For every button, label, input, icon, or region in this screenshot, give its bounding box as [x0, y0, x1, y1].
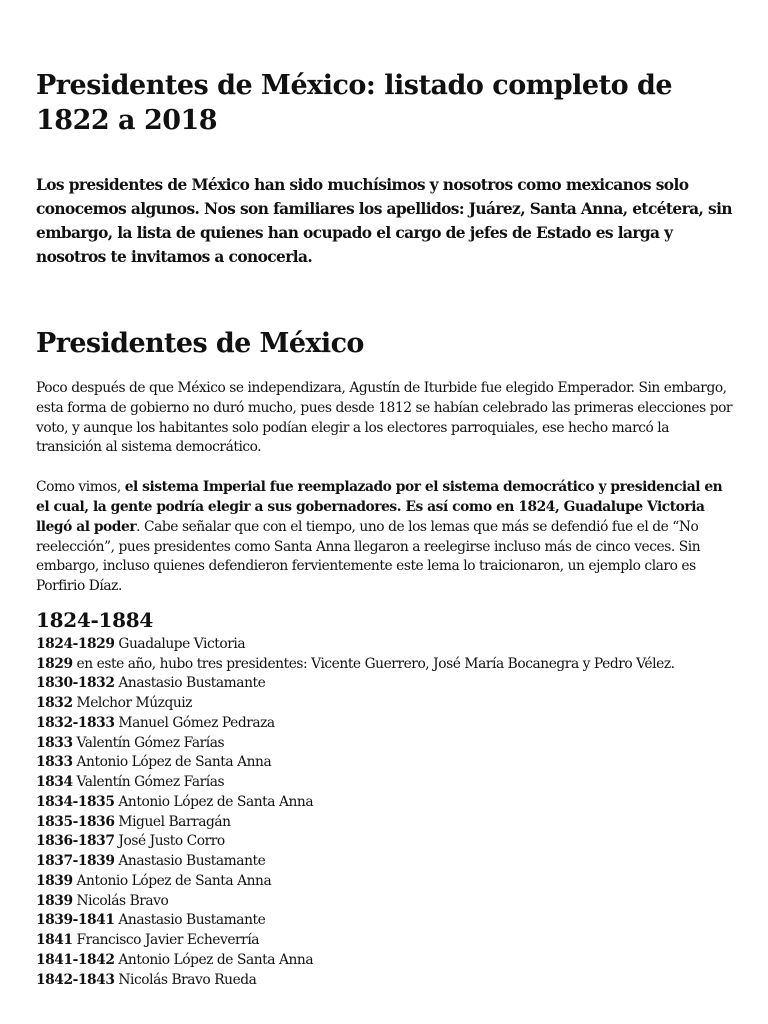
list-item-years: 1842-1843 [36, 971, 115, 988]
list-item-years: 1830-1832 [36, 675, 115, 692]
list-item-years: 1833 [36, 754, 73, 771]
list-item-years: 1841 [36, 932, 73, 949]
list-item [36, 734, 736, 754]
list-item-name: Manuel Gómez Pedraza [114, 714, 275, 731]
list-item [36, 872, 736, 892]
list-item-name: Valentín Gómez Farías [72, 774, 225, 791]
period-heading: 1824-1884 [36, 607, 153, 632]
list-item-name: Antonio López de Santa Anna [114, 951, 314, 968]
list-item [36, 931, 736, 951]
list-item-years: 1824-1829 [36, 635, 115, 652]
presidents-list [36, 635, 736, 991]
list-item [36, 714, 736, 734]
list-item [36, 813, 736, 833]
paragraph-2-bold-text: el sistema Imperial fue reemplazado por el sistema democrático y presidencial en el cual, la gente podría elegir a sus gobernadores. Es así como en 1824, Guadalupe Victoria llegó al poder [36, 479, 723, 535]
list-item-name: Antonio López de Santa Anna [72, 754, 272, 771]
list-item-name: en este año, hubo tres presidentes: Vicente Guerrero, José María Bocanegra y Pedro Vélez. [72, 655, 675, 672]
list-item [36, 694, 736, 714]
list-item-name: Guadalupe Victoria [114, 635, 246, 652]
list-item [36, 971, 736, 991]
list-item [36, 674, 736, 694]
paragraph-2-rest: . Cabe señalar que con el tiempo, uno de los lemas que más se defendió fue el de “No reelección”, pues presidentes como Santa Anna llegaron a reelegirse incluso más de cinco veces. Sin embargo, incluso quienes defendieron fervientemente este lema lo traicionaron, un ejemplo claro es Porfirio Díaz. [36, 518, 701, 595]
list-item [36, 773, 736, 793]
list-item [36, 753, 736, 773]
list-item-years: 1829 [36, 655, 73, 672]
list-item [36, 951, 736, 971]
list-item [36, 793, 736, 813]
list-item [36, 635, 736, 655]
list-item [36, 892, 736, 912]
list-item [36, 911, 736, 931]
list-item-years: 1839-1841 [36, 912, 115, 929]
list-item-name: Anastasio Bustamante [114, 675, 266, 692]
list-item-years: 1841-1842 [36, 951, 115, 968]
list-item-name: Nicolás Bravo Rueda [114, 971, 257, 988]
list-item-years: 1836-1837 [36, 833, 115, 850]
paragraph-2-lead: Como vimos, [36, 479, 125, 496]
list-item-name: Antonio López de Santa Anna [114, 793, 314, 810]
list-item-name: Anastasio Bustamante [114, 912, 266, 929]
list-item-years: 1835-1836 [36, 813, 115, 830]
list-item-name: Francisco Javier Echeverría [72, 932, 260, 949]
list-item-years: 1833 [36, 734, 73, 751]
list-item-name: Melchor Múzquiz [72, 695, 193, 712]
list-item-name: Miguel Barragán [114, 813, 231, 830]
list-item-name: Valentín Gómez Farías [72, 734, 225, 751]
list-item-years: 1837-1839 [36, 853, 115, 870]
list-item-years: 1834 [36, 774, 73, 791]
list-item-name: Antonio López de Santa Anna [72, 872, 272, 889]
list-item-name: Anastasio Bustamante [114, 853, 266, 870]
list-item-years: 1832 [36, 695, 73, 712]
list-item [36, 832, 736, 852]
body-paragraph-1: Poco después de que México se independizara, Agustín de Iturbide fue elegido Emperador. Sin embargo, esta forma de gobierno no duró mucho, pues desde 1812 se habían celebrado las primeras elecciones por voto, y aunque los habitantes solo podían elegir a los electores parroquiales, ese hecho marcó la transición al sistema democrático. [36, 380, 733, 456]
body-paragraph-2 [36, 478, 736, 597]
section-heading: Presidentes de México [36, 328, 364, 359]
list-item-years: 1832-1833 [36, 714, 115, 731]
list-item-years: 1834-1835 [36, 793, 115, 810]
list-item-years: 1839 [36, 872, 73, 889]
intro-paragraph: Los presidentes de México han sido muchísimos y nosotros como mexicanos solo conocemos algunos. Nos son familiares los apellidos: Juárez, Santa Anna, etcétera, sin embargo, la lista de quienes han ocupado el cargo de jefes de Estado es larga y nosotros te invitamos a conocerla. [36, 176, 732, 266]
list-item-years: 1839 [36, 892, 73, 909]
list-item-name: Nicolás Bravo [72, 892, 169, 909]
list-item [36, 655, 736, 675]
article [36, 68, 736, 990]
list-item-name: José Justo Corro [114, 833, 225, 850]
list-item [36, 852, 736, 872]
page-title: Presidentes de México: listado completo de 1822 a 2018 [36, 70, 673, 136]
